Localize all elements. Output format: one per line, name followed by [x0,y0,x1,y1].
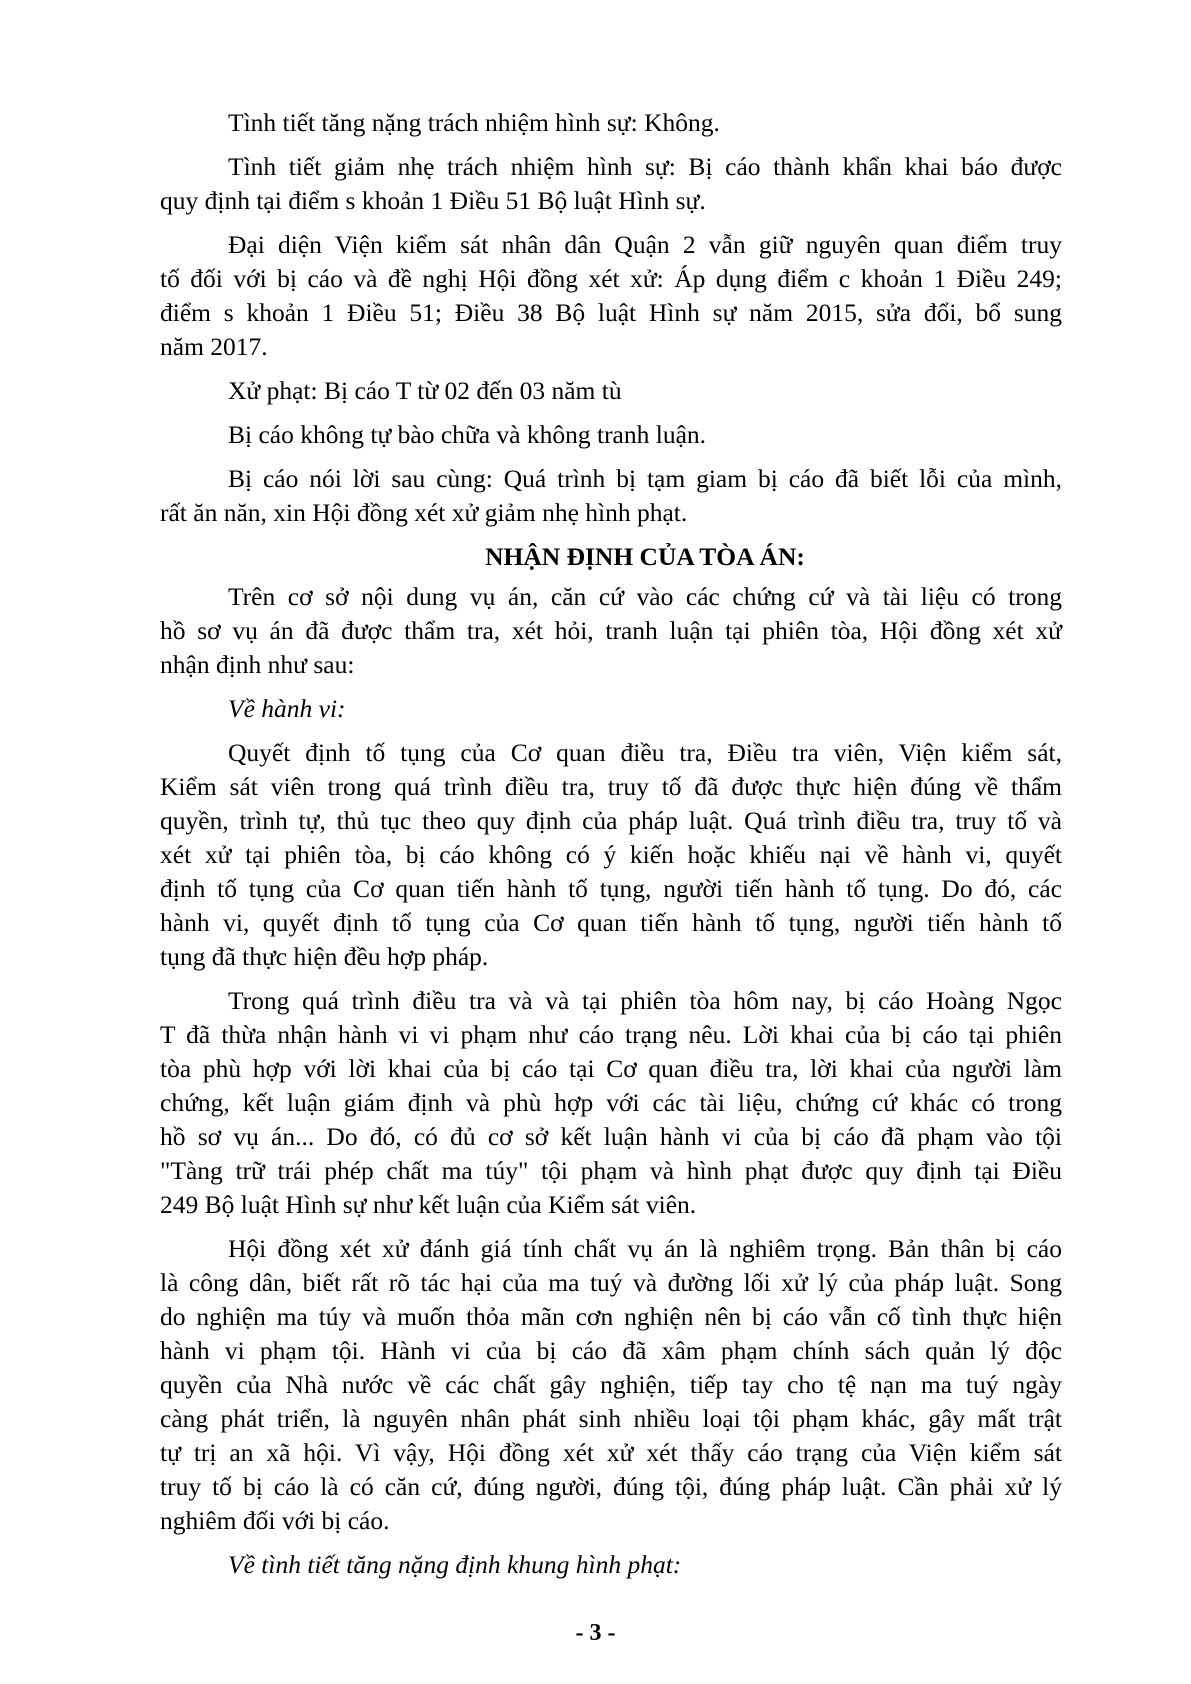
page-number: - 3 - [575,1620,616,1646]
text-line: Kiểm sát viên trong quá trình điều tra, truy tố đã được thực hiện đúng về thẩm [160,772,1062,801]
text-line: Về hành vi: [228,694,346,723]
text-line: T đã thừa nhận hành vi vi phạm như cáo trạng nêu. Lời khai của bị cáo tại phiên [160,1020,1062,1049]
text-line: Trên cơ sở nội dung vụ án, căn cứ vào các chứng cứ và tài liệu có trong [228,582,1062,611]
paragraph-aggravating [160,106,1062,140]
court-findings-section [160,580,1062,1582]
paragraph-procedural-decisions [160,736,1062,974]
text-line: Tình tiết giảm nhẹ trách nhiệm hình sự: Bị cáo thành khẩn khai báo được [228,152,1062,181]
text-line: do nghiện ma túy và muốn thỏa mãn cơn nghiện nên bị cáo vẫn cố tình thực hiện [160,1302,1062,1331]
text-line: hành vi phạm tội. Hành vi của bị cáo đã xâm phạm chính sách quản lý độc [160,1336,1062,1365]
text-line: tòa phù hợp với lời khai của bị cáo tại Cơ quan điều tra, lời khai của người làm [160,1054,1062,1083]
text-line: 249 Bộ luật Hình sự như kết luận của Kiểm sát viên. [160,1190,697,1219]
paragraph-sentence [160,374,1062,408]
paragraph-last-words [160,462,1062,530]
text-line: Xử phạt: Bị cáo T từ 02 đến 03 năm tù [228,376,622,405]
text-line: nhận định như sau: [160,650,355,679]
text-line: Quyết định tố tụng của Cơ quan điều tra, Điều tra viên, Viện kiểm sát, [228,738,1062,767]
text-line: định tố tụng của Cơ quan tiến hành tố tụng, người tiến hành tố tụng. Do đó, các [160,874,1062,903]
paragraph-procuracy [160,228,1062,364]
section-heading-court-findings: NHẬN ĐỊNH CỦA TÒA ÁN: [485,542,805,571]
text-line: Bị cáo không tự bào chữa và không tranh luận. [228,420,707,449]
text-line: rất ăn năn, xin Hội đồng xét xử giảm nhẹ hình phạt. [160,498,688,527]
text-line: tố đối với bị cáo và đề nghị Hội đồng xét xử: Áp dụng điểm c khoản 1 Điều 249; [160,264,1062,293]
subheading-subheading-aggravating-frame [160,1548,1062,1582]
text-line: Bị cáo nói lời sau cùng: Quá trình bị tạm giam bị cáo đã biết lỗi của mình, [228,464,1062,493]
text-line: điểm s khoản 1 Điều 51; Điều 38 Bộ luật Hình sự năm 2015, sửa đổi, bổ sung [160,298,1062,327]
text-line: năm 2017. [160,332,268,361]
text-line: tự trị an xã hội. Vì vậy, Hội đồng xét xử xét thấy cáo trạng của Viện kiểm sát [160,1438,1062,1467]
text-line: Tình tiết tăng nặng trách nhiệm hình sự: Không. [228,108,720,137]
paragraph-mitigating [160,150,1062,218]
text-line: "Tàng trữ trái phép chất ma túy" tội phạm và hình phạt được quy định tại Điều [160,1156,1062,1185]
paragraph-basis [160,580,1062,682]
text-line: quyền của Nhà nước về các chất gây nghiện, tiếp tay cho tệ nạn ma tuý ngày [160,1370,1062,1399]
subheading-subheading-acts [160,692,1062,726]
document-body [160,106,1062,1592]
text-line: hành vi, quyết định tố tụng của Cơ quan tiến hành tố tụng, người tiến hành tố [160,908,1062,937]
text-line: là công dân, biết rất rõ tác hại của ma tuý và đường lối xử lý của pháp luật. Song [160,1268,1062,1297]
text-line: truy tố bị cáo là có căn cứ, đúng người, đúng tội, đúng pháp luật. Cần phải xử lý [160,1472,1062,1501]
hearing-summary-section [160,106,1062,530]
text-line: Trong quá trình điều tra và và tại phiên tòa hôm nay, bị cáo Hoàng Ngọc [228,986,1062,1015]
text-line: xét xử tại phiên tòa, bị cáo không có ý kiến hoặc khiếu nại về hành vi, quyết [160,840,1062,869]
paragraph-no-defense [160,418,1062,452]
text-line: càng phát triển, là nguyên nhân phát sinh nhiều loại tội phạm khác, gây mất trật [160,1404,1062,1433]
text-line: nghiêm đối với bị cáo. [160,1506,390,1535]
text-line: tụng đã thực hiện đều hợp pháp. [160,942,489,971]
text-line: hồ sơ vụ án... Do đó, có đủ cơ sở kết luận hành vi của bị cáo đã phạm vào tội [160,1122,1062,1151]
text-line: quy định tại điểm s khoản 1 Điều 51 Bộ luật Hình sự. [160,186,706,215]
text-line: quyền, trình tự, thủ tục theo quy định của pháp luật. Quá trình điều tra, truy tố và [160,806,1062,835]
paragraph-admission [160,984,1062,1222]
text-line: chứng, kết luận giám định và phù hợp với các tài liệu, chứng cứ khác có trong [160,1088,1062,1117]
text-line: hồ sơ vụ án đã được thẩm tra, xét hỏi, tranh luận tại phiên tòa, Hội đồng xét xử [160,616,1062,645]
text-line: Đại diện Viện kiểm sát nhân dân Quận 2 vẫn giữ nguyên quan điểm truy [228,230,1062,259]
text-line: Hội đồng xét xử đánh giá tính chất vụ án là nghiêm trọng. Bản thân bị cáo [228,1234,1062,1263]
paragraph-assessment [160,1232,1062,1538]
text-line: Về tình tiết tăng nặng định khung hình phạt: [228,1550,682,1579]
